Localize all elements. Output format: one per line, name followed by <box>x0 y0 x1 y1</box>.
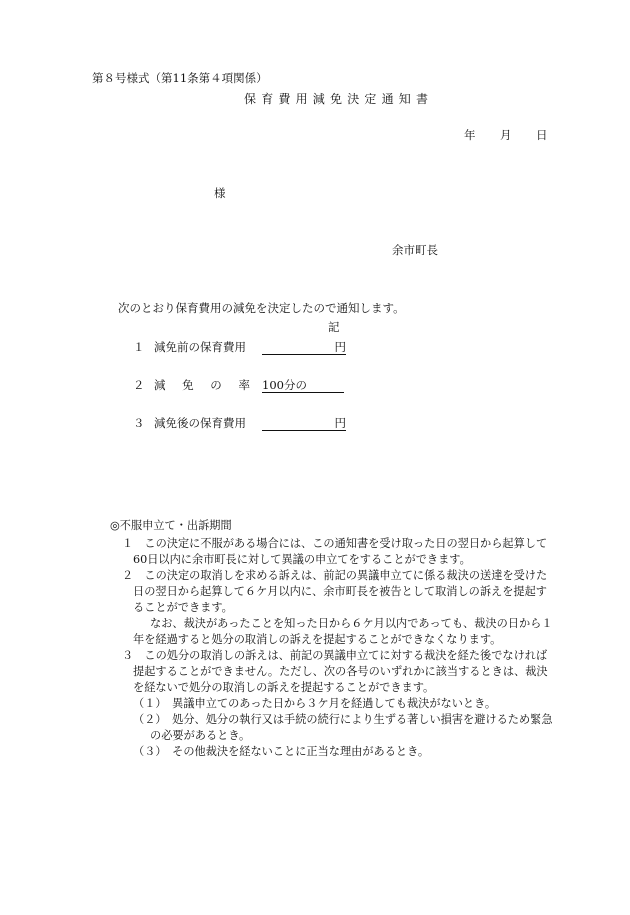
document-title: 保育費用減免決定通知書 <box>244 92 434 106</box>
notice-line: ２ この決定の取消しを求める訴えは、前記の異議申立てに係る裁決の送達を受けた <box>122 569 548 582</box>
notice-line: ることができます。 <box>133 601 233 614</box>
item-2-label: 減 免 の 率 <box>154 378 257 392</box>
notice-line: 年を経過すると処分の取消しの訴えを提起することができなくなります。 <box>133 633 502 646</box>
item-1-label: 減免前の保育費用 <box>154 340 246 354</box>
notice-line: 60日以内に余市町長に対して異議の申立てをすることができます。 <box>133 553 471 566</box>
item-1-yen: 円 <box>334 340 346 354</box>
date-year: 年 <box>464 128 476 142</box>
form-number: 第８号様式（第11条第４項関係） <box>92 71 268 85</box>
notice-line: の必要があるとき。 <box>150 729 251 742</box>
item-1-value <box>262 342 346 355</box>
issuer: 余市町長 <box>392 243 438 257</box>
notice-line: 提起することができません。ただし、次の各号のいずれかに該当するときは、裁決 <box>133 665 548 678</box>
notice-heading: ◎不服申立て・出訴期間 <box>110 519 232 532</box>
item-2-prefix: 100分の <box>262 378 307 392</box>
notice-line: なお、裁決があったことを知った日から６ケ月以内であっても、裁決の日から１ <box>150 617 553 630</box>
notice-line: を経ないで処分の取消しの訴えを提起することができます。 <box>133 681 435 694</box>
ki-label: 記 <box>328 320 340 334</box>
notice-line: （３） その他裁決を経ないことに正当な理由があるとき。 <box>133 745 430 758</box>
item-1-number: １ <box>133 340 145 354</box>
item-3-label: 減免後の保育費用 <box>154 416 246 430</box>
item-2-number: ２ <box>133 378 145 392</box>
notice-line: （２） 処分、処分の執行又は手続の続行により生ずる著しい損害を避けるため緊急 <box>133 713 553 726</box>
notice-line: （１） 異議申立てのあった日から３ケ月を経過しても裁決がないとき。 <box>133 697 497 710</box>
notice-line: 日の翌日から起算して６ケ月以内に、余市町長を被告として取消しの訴えを提起す <box>133 585 547 598</box>
date-day: 日 <box>536 128 548 142</box>
item-3-yen: 円 <box>334 416 346 430</box>
notice-line: １ この決定に不服がある場合には、この通知書を受け取った日の翌日から起算して <box>122 537 548 550</box>
item-3-value <box>262 418 346 431</box>
item-2-value <box>262 380 344 393</box>
intro-text: 次のとおり保育費用の減免を決定したので通知します。 <box>118 301 405 315</box>
recipient-suffix: 様 <box>214 186 226 200</box>
notice-line: ３ この処分の取消しの訴えは、前記の異議申立てに対する裁決を経た後でなければ <box>122 649 548 662</box>
item-3-number: ３ <box>133 416 145 430</box>
date-month: 月 <box>500 128 512 142</box>
